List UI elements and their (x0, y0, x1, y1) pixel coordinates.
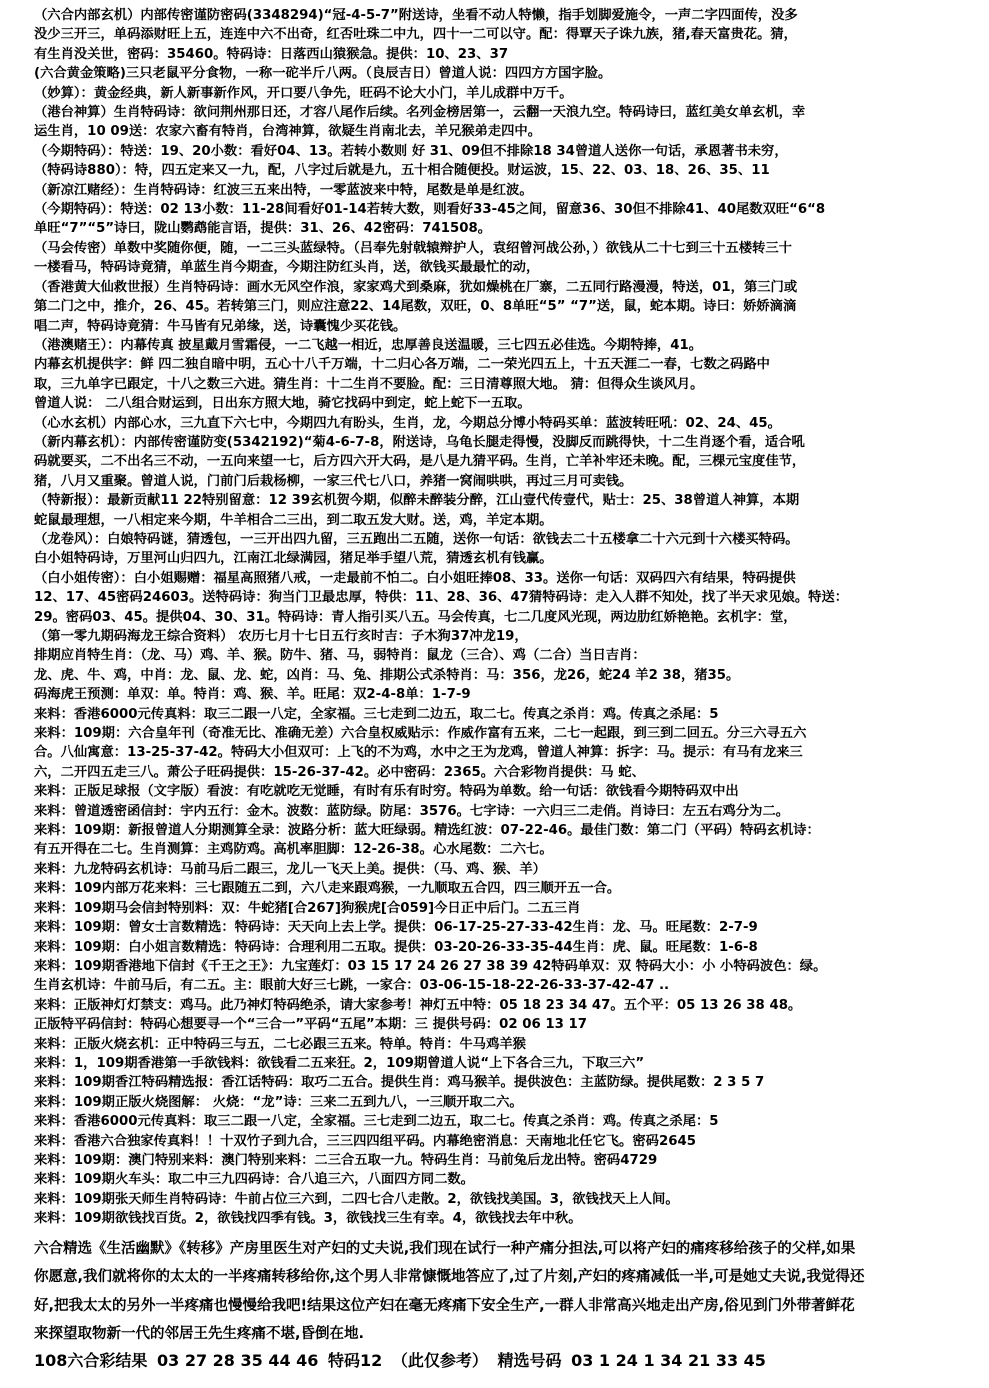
text-line: 来料：109期：白小姐言数精选：特码诗：合理利用二五取。提供：03-20-26-33-35-44生肖：虎、鼠。旺尾数：1-6-8 (34, 939, 758, 955)
text-line: 来料：109期：六合皇年刊（奇准无比、准确无差）六合皇权威贴示：作威作富有五来，二七一起跟，到三到二回五。分三六寻五六 (34, 726, 807, 742)
text-line: 一楼看马，特码诗竟猜，单蓝生肖今期查，今期注防红头肖，送，欲钱买最最忙的动， (34, 260, 540, 276)
text-line: （特新报）：最新贡献11 22特别留意：12 39玄机贺今期，似醉未醉装分醉，江山壹代传壹代，贴士：25、38曾道人神算，本期 (34, 493, 800, 509)
humor-story (34, 1235, 955, 1349)
special-number: 特码12 (328, 1351, 383, 1370)
text-line: 来料：109内部万花来料：三七跟随五二到，六八走来跟鸡猴，一九顺取五合四，四三顺开五一合。 (34, 881, 621, 897)
text-line: 来料：1，109期香港第一手欲钱料：欲钱看二五来狂。2，109期曾道人说“上下各合三九，下取三六” (34, 1055, 645, 1071)
text-line: 29。密码03、45。提供04、30、31。特码诗：青人指引买八五。马会传真，七二几度风光现，两边肋红娇艳艳。玄机字：堂， (34, 609, 797, 625)
text-line: 来料：109期火车头：取二中三九四码诗：合八追三六，八面四方同二数。 (34, 1172, 474, 1188)
text-line: 来料：正版足球报（文字版）看波：有吃就吃无觉睡，有时有乐有时穷。特码为单数。给一句话：欲钱看今期特码双中出 (34, 784, 739, 800)
text-line: 来料：九龙特码玄机诗：马前马后二跟三，龙儿一飞天上美。提供：（马、鸡、猴、羊） (34, 861, 546, 877)
text-line: 来料：正版神灯灯禁支：鸡马。此乃神灯特码绝杀，请大家参考！神灯五中特：05 18 23 34 47。五个平：05 13 26 38 48。 (34, 997, 802, 1013)
text-line: 来料：109期：曾女士言数精选：特码诗：天天向上去上学。提供：06-17-25-27-33-42生肖：龙、马。旺尾数：2-7-9 (34, 920, 758, 936)
text-line: 来料：109期马会信封特别料：双：牛蛇猪[合267]狗猴虎[合059]今日正中后门。二五三肖 (34, 900, 581, 916)
text-line: 合。八仙寓意：13-25-37-42。特码大小但双可：上飞的不为鸡，水中之王为龙鸡，曾道人神算：拆字：马。提示：有马有龙来三 (34, 745, 803, 761)
text-line: 来料：109期欲钱找百货。2，欲钱找四季有钱。3，欲钱找三生有幸。4，欲钱找去年中秋。 (34, 1211, 582, 1227)
text-line: （港台神算）生肖特码诗：欲问荆州那日还，才容八尾作后续。名列金榜居第一，云翻一天浪九空。特码诗曰，蓝红美女单玄机，幸 (34, 105, 806, 121)
text-line: （港澳赌王）：内幕传真 披星戴月雪霜侵，一二飞越一相近，忠厚善良送温暖，三七四五必佳选。今期特捧，41。 (34, 337, 703, 353)
text-line: 六，二开四五走三八。萧公子旺码提供：15-26-37-42。必中密码：2365。六合彩物肖提供：马 蛇、 (34, 764, 645, 780)
text-line: (六合黄金策略)三只老鼠平分食物，一称一砣半斤八两。（良辰吉日）曾道人说：四四方方国字脸。 (34, 66, 612, 82)
text-line: （今期特码）：特送：19、20小数：看好04、13。若转小数则 好 31、09但不排除18 34曾道人送你一句话，承恩著书未穷， (34, 143, 788, 159)
text-line: 来料：109期：澳门特别来料：澳门特别来料：二三合五取一九。特码生肖：马前兔后龙出特。密码4729 (34, 1152, 658, 1168)
text-line: 来料：109期香港地下信封《千王之王》：九宝莲灯：03 15 17 24 26 27 38 39 42特码单双：双 特码大小：小 小特码波色：绿。 (34, 958, 827, 974)
text-line: （香港黄大仙救世报）生肖特码诗：画水无风空作浪，家家鸡犬到桑麻，犹如燥桃在厂寨，二五同行路漫漫，特送，01，第三门或 (34, 279, 798, 295)
text-line: 正版特平码信封：特码心想要寻一个“三合一”平码“五尾”本期：三 提供号码：02 06 13 17 (34, 1017, 587, 1033)
text-line: 来料：正版火烧玄机：正中特码三与五，二七必跟三五来。特单。特肖：牛马鸡羊猴 (34, 1036, 526, 1052)
text-line: 来料：香港6000元传真料：取三二跟一八定，全家福。三七走到二边五，取二七。传真之杀肖：鸡。传真之杀尾：5 (34, 1114, 719, 1130)
result-footer (34, 1348, 969, 1371)
text-line: 12、17、45密码24603。送特码诗：狗当门卫最忠厚，特供：11、28、36、47猜特码诗：走入人群不知处，找了半天求见娘。特送： (34, 590, 849, 606)
text-line: 来料：香港六合独家传真料！！十双竹子到九合，三三四四组平码。内幕绝密消息：天南地北任它飞。密码2645 (34, 1133, 696, 1149)
text-line: 有生肖没关世，密码：35460。特码诗：日落西山猿猴急。提供：10、23、37 (34, 46, 509, 62)
text-line: （心水玄机）内部心水，三九直下六七中，今期四九有盼头，生肖，龙，今期总分博小特码买单：蓝波转旺吼：02、24、45。 (34, 415, 781, 431)
text-line: （特码诗880）：特，四五定来又一九，配，八字过后就是九，五十相合随便投。财运波，15、22、03、18、26、35、11 (34, 163, 770, 179)
text-line: 有五开得在二七。生肖测算：主鸡防鸡。高机率胆脚：12-26-38。心水尾数：二六七。 (34, 842, 553, 858)
text-line: 蛇鼠最理想，一八相定来今期，牛羊相合二三出，到二取五发大财。送，鸡，羊定本期。 (34, 512, 553, 528)
text-line: （马会传密）单数中奖随你便，随，一二三头蓝绿特。（吕奉先射戟辕辩护人，袁绍曾河战公孙，）欲钱从二十七到三十五楼转三十 (34, 240, 792, 256)
text-line: 没少三开三，单码添财旺上五，连连中六不出奇，红否吐珠二中九，四十一二可以守。配：得覃天子诛九族，猪,春天富贵花。猜， (34, 27, 797, 43)
body-lines (34, 6, 955, 1229)
text-line: 排期应肖特生肖：（龙、马）鸡、羊、猴。防牛、猪、马，弱特肖：鼠龙（三合）、鸡（二合）当日吉肖： (34, 648, 646, 664)
text-line: （新凉江赌经）：生肖特码诗：红波三五来出特，一零蓝波来中特，尾数是单是红波。 (34, 182, 533, 198)
text-line: （今期特码）：特送：02 13小数：11-28间看好01-14若转大数，则看好33-45之间，留意36、30但不排除41、40尾数双旺“6“8 (34, 202, 826, 218)
text-line: 码就要买，二不出名三不动，一五向来望一七，后方四六开大码，是八是九猜平码。生肖，亡羊补牢还未晚。配，三棵元宝度佳节， (34, 454, 806, 470)
story-line: 来探望取物新一代的邻居王先生疼痛不堪,昏倒在地. (34, 1326, 365, 1343)
text-line: （新内幕玄机）：内部传密谨防变(5342192)“菊4-6-7-8，附送诗，乌龟长腿走得慢，没脚反而跳得快，十二生肖逐个看，适合吼 (34, 434, 805, 450)
text-line: 龙、虎、牛、鸡，中肖：龙、鼠、龙、蛇，凶肖：马、兔、排期公式杀特肖：马：356，龙26，蛇24 羊2 38，猪35。 (34, 667, 740, 683)
text-line: 来料：曾道透密函信封：宇内五行：金木。波数：蓝防绿。防尾：3576。七字诗：一六归三二走俏。肖诗曰：左五右鸡分为二。 (34, 803, 790, 819)
text-line: 来料：109期香江特码精选报：香江话特码：取巧二五合。提供生肖：鸡马猴羊。提供波色：主蓝防绿。提供尾数：2 3 5 7 (34, 1075, 765, 1091)
text-line: 唱二声，特码诗竟猜：牛马皆有兄弟缘，送，诗囊愧少买花钱。 (34, 318, 407, 334)
text-line: （妙算）：黄金经典，新人新事新作风，开口要八争先，旺码不论大小门，羊儿成群中万千。 (34, 85, 573, 101)
text-line: 来料：109期：新报曾道人分期测算全录：波路分析：蓝大旺绿弱。精选红波：07-22-46。最佳门数：第二门（平码）特码玄机诗： (34, 823, 820, 839)
result-numbers: 03 27 28 35 44 46 (156, 1351, 319, 1370)
text-line: 来料：109期张天师生肖特码诗：牛前占位三六到，二四七合八走散。2，欲钱找美国。3，欲钱找天上人间。 (34, 1191, 679, 1207)
reference-note: （此仅参考） (391, 1351, 488, 1370)
story-line: 好,把我太太的另外一半疼痛也慢慢给我吧!结果这位产妇在毫无疼痛下安全生产,一群人非常高兴地走出产房,俗见到门外带著鲜花 (34, 1297, 855, 1314)
text-line: 来料：109期正版火烧图解： 火烧：“龙”诗：三来二五到九八，一三顺开取二六。 (34, 1094, 523, 1110)
text-line: 单旺“7”“5”诗曰，陇山鹦鹉能言语，提供：31、26、42密码：741508。 (34, 221, 492, 237)
text-line: 白小姐特码诗，万里河山归四九，江南江北绿满园，猪足举手望八荒，猜透玄机有钱赢。 (34, 551, 553, 567)
result-label: 108六合彩结果 (34, 1351, 148, 1370)
text-line: 内幕玄机提供字：鲜 四二独自暗中明，五心十八千万端，十二归心各万端，二一荣光四五上，十五天涯二一春，七数之码路中 (34, 357, 770, 373)
text-line: 曾道人说： 二八组合财运到，日出东方照大地，骑它找码中到定，蛇上蛇下一五取。 (34, 396, 531, 412)
text-line: 取，三九单字已跟定，十八之数三六进。猜生肖：十二生肖不要脸。配：三日清尊照大地。 猜：但得众生谈风月。 (34, 376, 704, 392)
text-line: 运生肖，10 09送：农家六畜有特肖，台湾神算，欲疑生肖南北去，羊兄猴弟走四中。 (34, 124, 542, 140)
text-line: 猪，八月又重聚。曾道人说，门前门后栽杨柳，一家三代七八口，养猪一窝闹哄哄，再过三月可卖钱。 (34, 473, 633, 489)
text-line: （第一零九期码海龙王综合资料） 农历七月十七日五行亥时吉：子木狗37冲龙19， (34, 629, 528, 644)
text-line: （白小姐传密）：白小姐赐赠：福星高照猪八戒，一走最前不怕二。白小姐旺捧08、33。送你一句话：双码四六有结果，特码提供 (34, 570, 796, 586)
text-line: 生肖玄机诗：牛前马后，有二五。主：眼前大好三七跳，一家合：03-06-15-18-22-26-33-37-42-47 .. (34, 978, 670, 994)
text-line: （六合内部玄机）内部传密谨防密码(3348294)“冠-4-5-7”附送诗，坐看不动人特懒，指手划脚爱施令，一声二字四面传，没多 (34, 8, 798, 23)
picks-label: 精选号码 (497, 1351, 562, 1370)
text-line: 第二门之中，推介，26、45。若转第三门，则应注意22、14尾数，双旺，0、8单旺“5” “7”送，鼠，蛇本期。诗曰：娇娇滴滴 (34, 299, 797, 315)
picks-numbers: 03 1 24 1 34 21 33 45 (571, 1351, 766, 1370)
story-line: 你愿意,我们就将你的太太的一半疼痛转移给你,这个男人非常慷慨地答应了,过了片刻,产妇的疼痛减低一半,可是她丈夫说,我觉得还 (34, 1269, 865, 1286)
text-line: 码海虎王预测：单双：单。特肖：鸡、猴、羊。旺尾：双2-4-8单：1-7-9 (34, 687, 471, 703)
text-line: （龙卷风）：白娘特码谜，猜透包，一三开出四九留，三五跑出二五随，送你一句话：欲钱去二十五楼拿二十六元到十六楼买特码。 (34, 531, 799, 547)
text-line: 来料：香港6000元传真料：取三二跟一八定，全家福。三七走到二边五，取二七。传真之杀肖：鸡。传真之杀尾：5 (34, 706, 719, 722)
story-line: 六合精选《生活幽默》《转移》产房里医生对产妇的丈夫说,我们现在试行一种产痛分担法,可以将产妇的痛疼移给孩子的父样,如果 (34, 1240, 856, 1257)
